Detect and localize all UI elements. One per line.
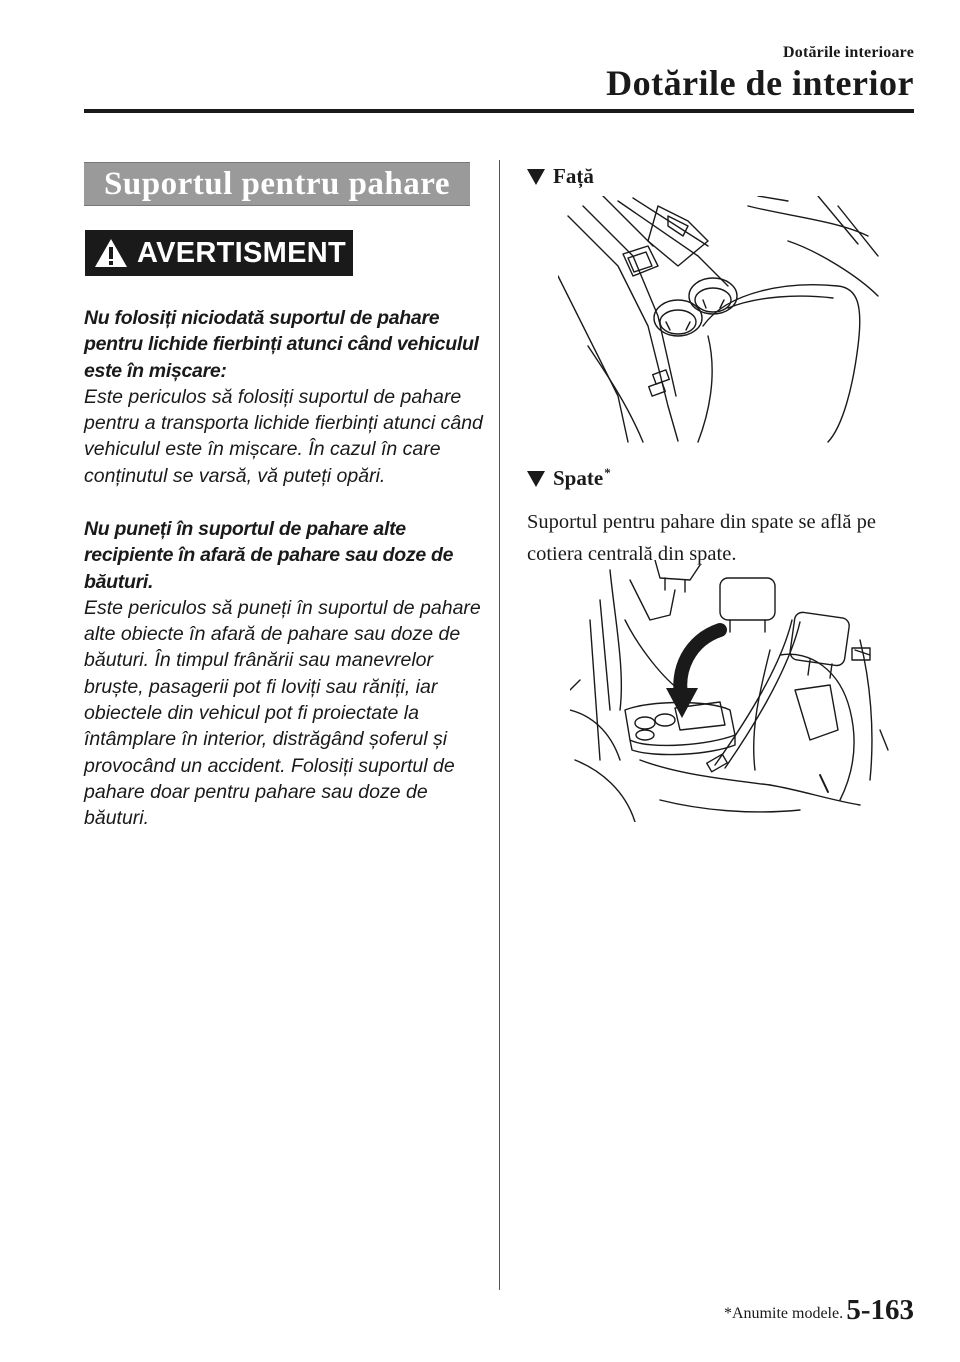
running-header-title: Dotările de interior	[606, 63, 914, 103]
warning-block-1-body: Este periculos să folosiți suportul de pahare pentru a transporta lichide fierbinți atunci când vehiculul este în mișcare. În cazul în care conținutul se varsă, vă puteți opări.	[84, 385, 483, 487]
warning-block-2-title: Nu puneți în suportul de pahare alte recipiente în afară de pahare sau doze de băuturi.	[84, 518, 454, 593]
warning-triangle-icon	[93, 237, 129, 269]
running-header-section: Dotările interioare	[782, 44, 914, 61]
rear-heading-label: Spate	[553, 466, 604, 490]
page-number: 5-163	[846, 1294, 914, 1326]
warning-block-2-body: Este periculos să puneți în suportul de pahare alte obiecte în afară de pahare sau doze de băuturi. În timpul frânării sau manevrelor bruște, pasagerii pot fi loviți sau răniți, iar obiectele din vehicul pot fi proiectate la întâmplare în interior, distrăgând șoferul și provocând un accident. Folosiți suportul de pahare doar pentru pahare sau doze de băuturi.	[84, 596, 481, 830]
front-cupholder-illustration	[558, 196, 880, 444]
warning-block-2	[84, 516, 484, 832]
warning-block-1-title: Nu folosiți niciodată suportul de pahare pentru lichide fierbinți atunci când vehiculul este în mișcare:	[84, 307, 479, 382]
rear-description: Suportul pentru pahare din spate se află pe cotiera centrală din spate.	[527, 511, 876, 565]
header-rule	[84, 109, 914, 113]
warning-block-1	[84, 305, 484, 489]
front-heading	[527, 164, 594, 189]
optional-asterisk: *	[604, 465, 611, 480]
front-heading-label: Față	[553, 164, 594, 188]
column-divider	[499, 160, 500, 1290]
triangle-bullet-icon	[527, 471, 545, 487]
footer-note: *Anumite modele.	[724, 1305, 844, 1322]
warning-label: AVERTISMENT	[137, 236, 346, 269]
warning-badge	[85, 230, 353, 276]
triangle-bullet-icon	[527, 169, 545, 185]
rear-heading	[527, 466, 611, 491]
rear-armrest-cupholder-illustration	[570, 560, 892, 822]
section-title-banner: Suportul pentru pahare	[84, 162, 470, 206]
